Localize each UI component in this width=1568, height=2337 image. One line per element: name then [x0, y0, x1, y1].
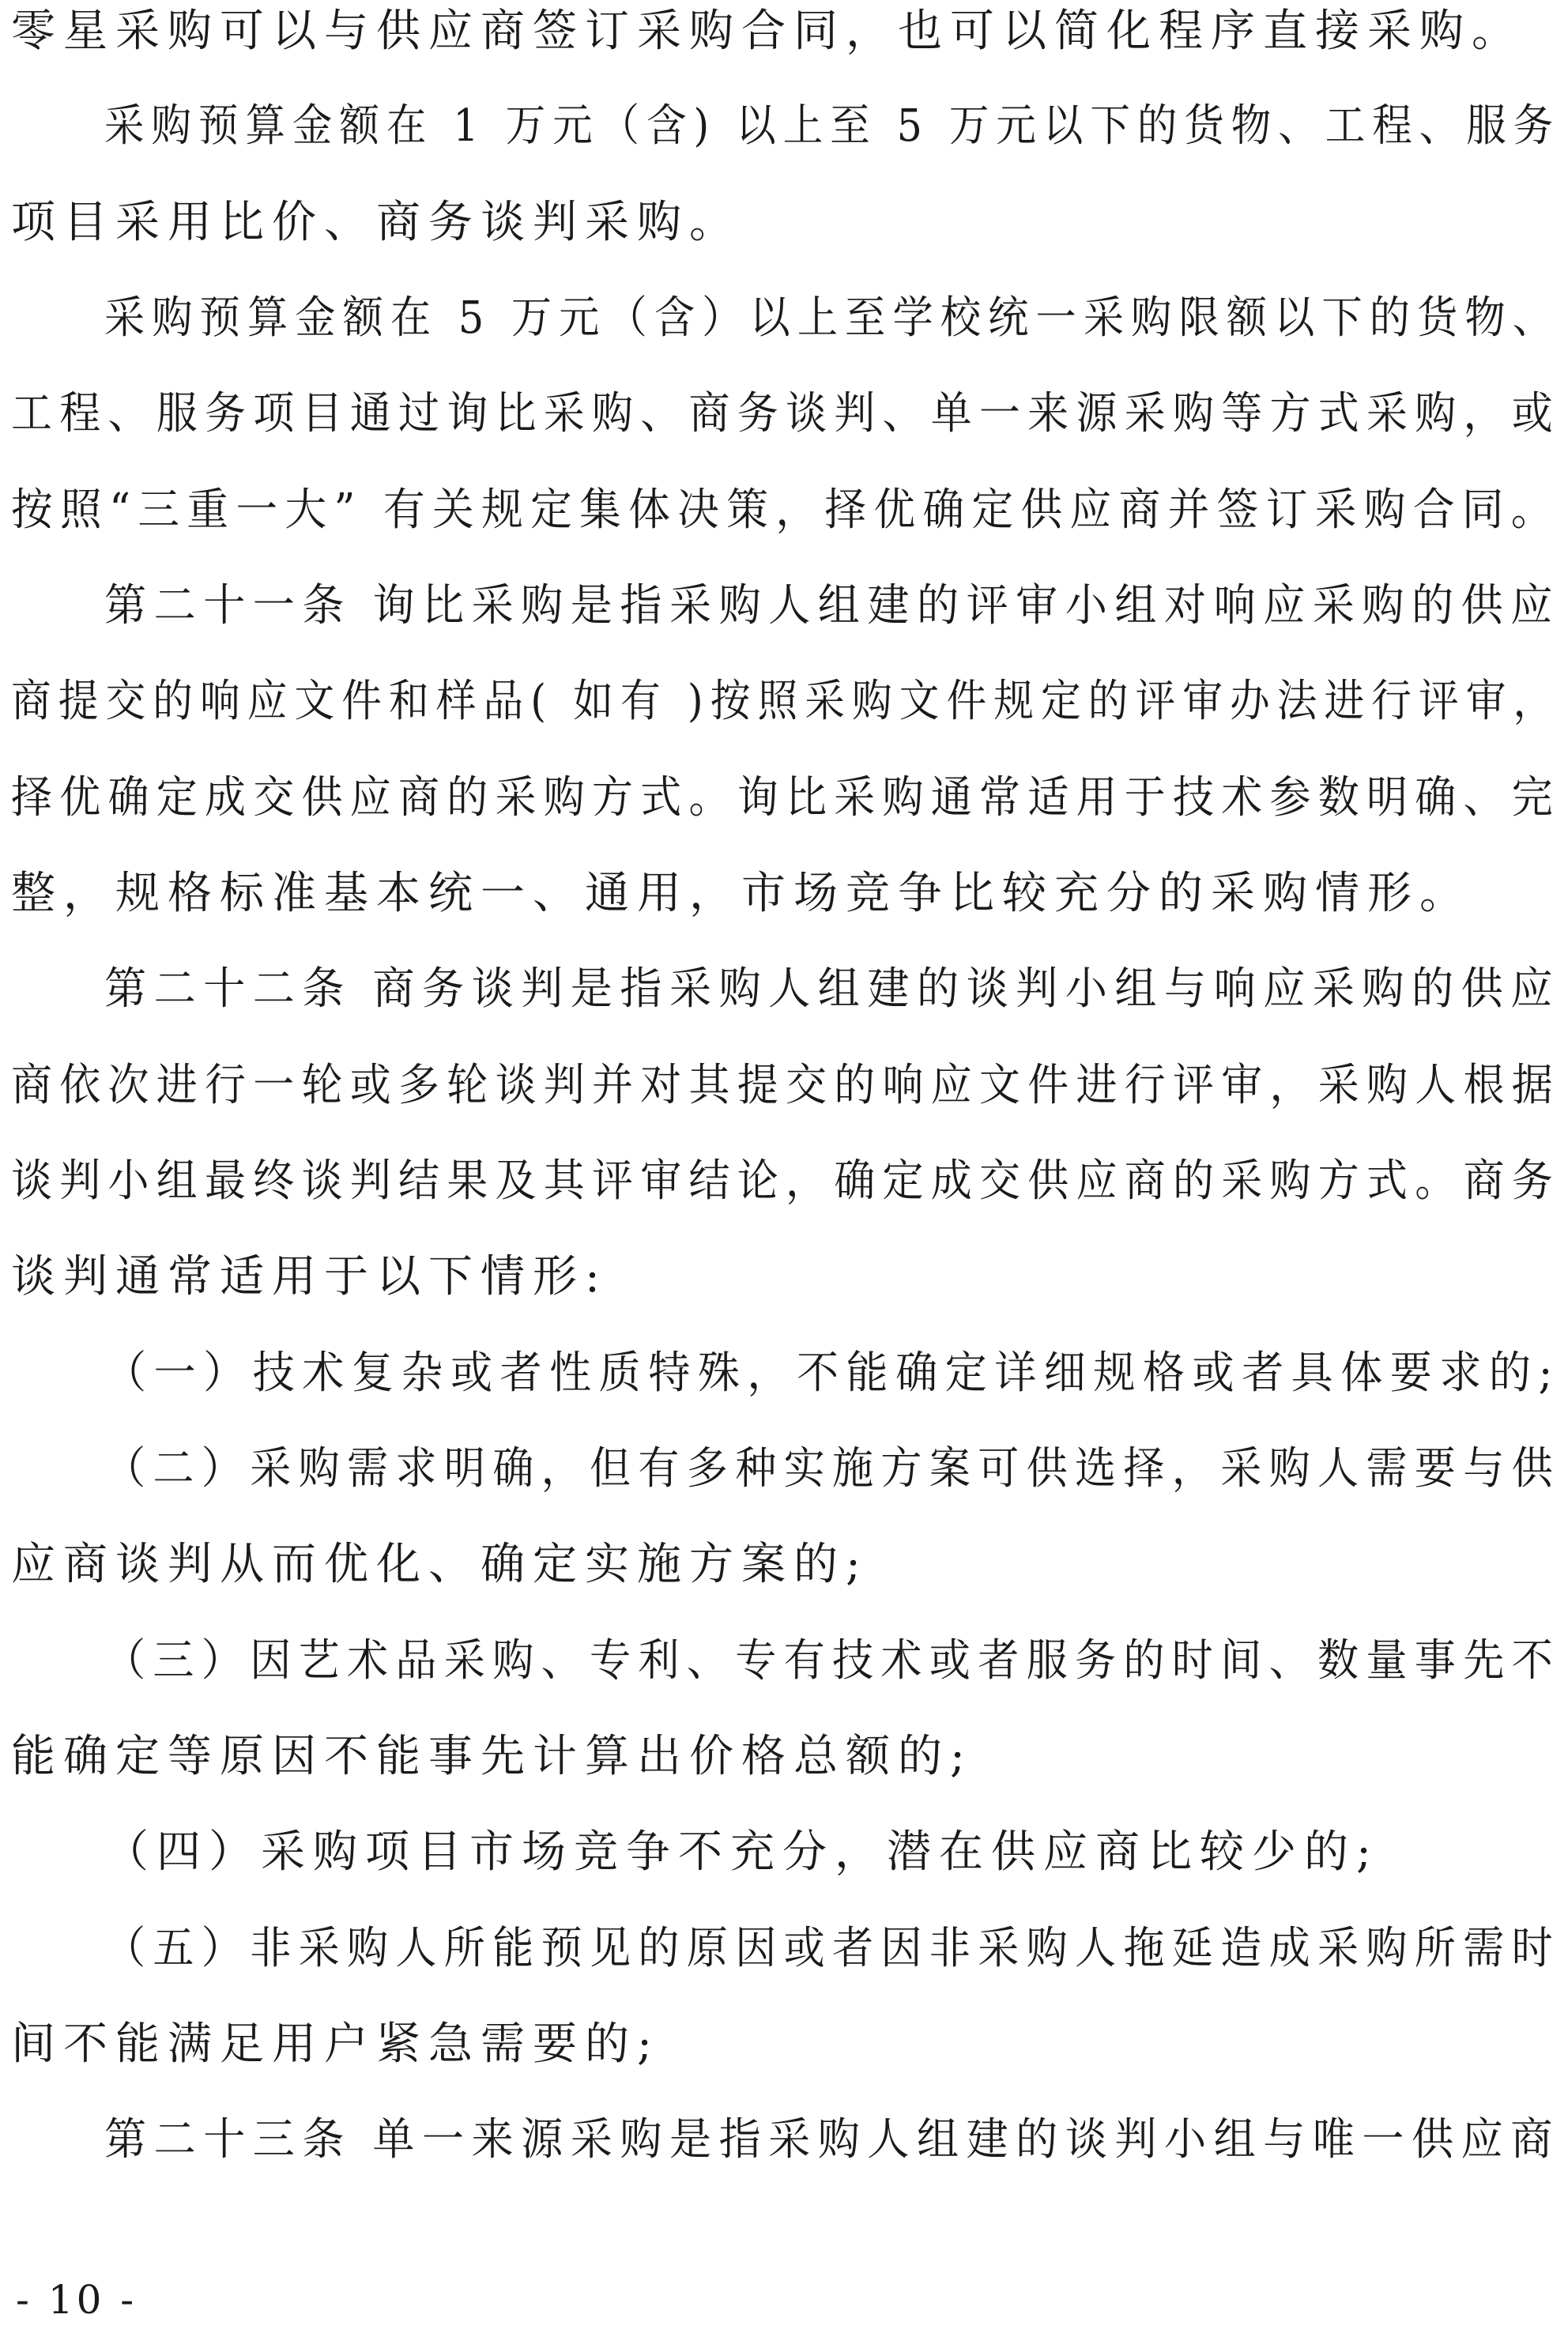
text-line-10: 整，规格标准基本统一、通用，市场竞争比较充分的采购情形。 — [11, 868, 1472, 919]
text-line-5: 工程、服务项目通过询比采购、商务谈判、单一来源采购等方式采购，或 — [11, 388, 1560, 439]
text-line-16: （二）采购需求明确，但有多种实施方案可供选择，采购人需要与供 — [104, 1443, 1560, 1495]
text-line-2: 采购预算金额在 1 万元（含) 以上至 5 万元以下的货物、工程、服务 — [104, 100, 1561, 152]
page-number: - 10 - — [16, 2277, 138, 2323]
text-line-11: 第二十二条 商务谈判是指采购人组建的谈判小组与响应采购的供应 — [104, 963, 1560, 1015]
text-line-13: 谈判小组最终谈判结果及其评审结论，确定成交供应商的采购方式。商务 — [11, 1155, 1560, 1207]
text-line-6: 按照“三重一大” 有关规定集体决策，择优确定供应商并签订采购合同。 — [11, 484, 1560, 536]
text-line-18: （三）因艺术品采购、专利、专有技术或者服务的时间、数量事先不 — [104, 1635, 1560, 1687]
text-line-21: （五）非采购人所能预见的原因或者因非采购人拖延造成采购所需时 — [104, 1923, 1560, 1974]
text-line-22: 间不能满足用户紧急需要的; — [11, 2018, 660, 2070]
text-line-19: 能确定等原因不能事先计算出价格总额的; — [11, 1731, 973, 1782]
text-line-4: 采购预算金额在 5 万元（含）以上至学校统一采购限额以下的货物、 — [104, 292, 1561, 344]
text-line-15: （一）技术复杂或者性质特殊，不能确定详细规格或者具体要求的; — [104, 1348, 1560, 1399]
text-line-17: 应商谈判从而优化、确定实施方案的; — [11, 1539, 869, 1590]
text-line-9: 择优确定成交供应商的采购方式。询比采购通常适用于技术参数明确、完 — [11, 772, 1560, 824]
text-line-14: 谈判通常适用于以下情形: — [11, 1251, 608, 1302]
text-line-20: （四）采购项目市场竞争不充分，潜在供应商比较少的; — [104, 1826, 1379, 1878]
text-line-1: 零星采购可以与供应商签订采购合同，也可以简化程序直接采购。 — [11, 6, 1524, 57]
text-line-12: 商依次进行一轮或多轮谈判并对其提交的响应文件进行评审，采购人根据 — [11, 1060, 1560, 1111]
text-line-23: 第二十三条 单一来源采购是指采购人组建的谈判小组与唯一供应商 — [104, 2114, 1560, 2165]
text-line-8: 商提交的响应文件和样品( 如有 )按照采购文件规定的评审办法进行评审， — [11, 676, 1561, 727]
text-line-3: 项目采用比价、商务谈判采购。 — [11, 197, 741, 248]
text-line-7: 第二十一条 询比采购是指采购人组建的评审小组对响应采购的供应 — [104, 580, 1560, 631]
